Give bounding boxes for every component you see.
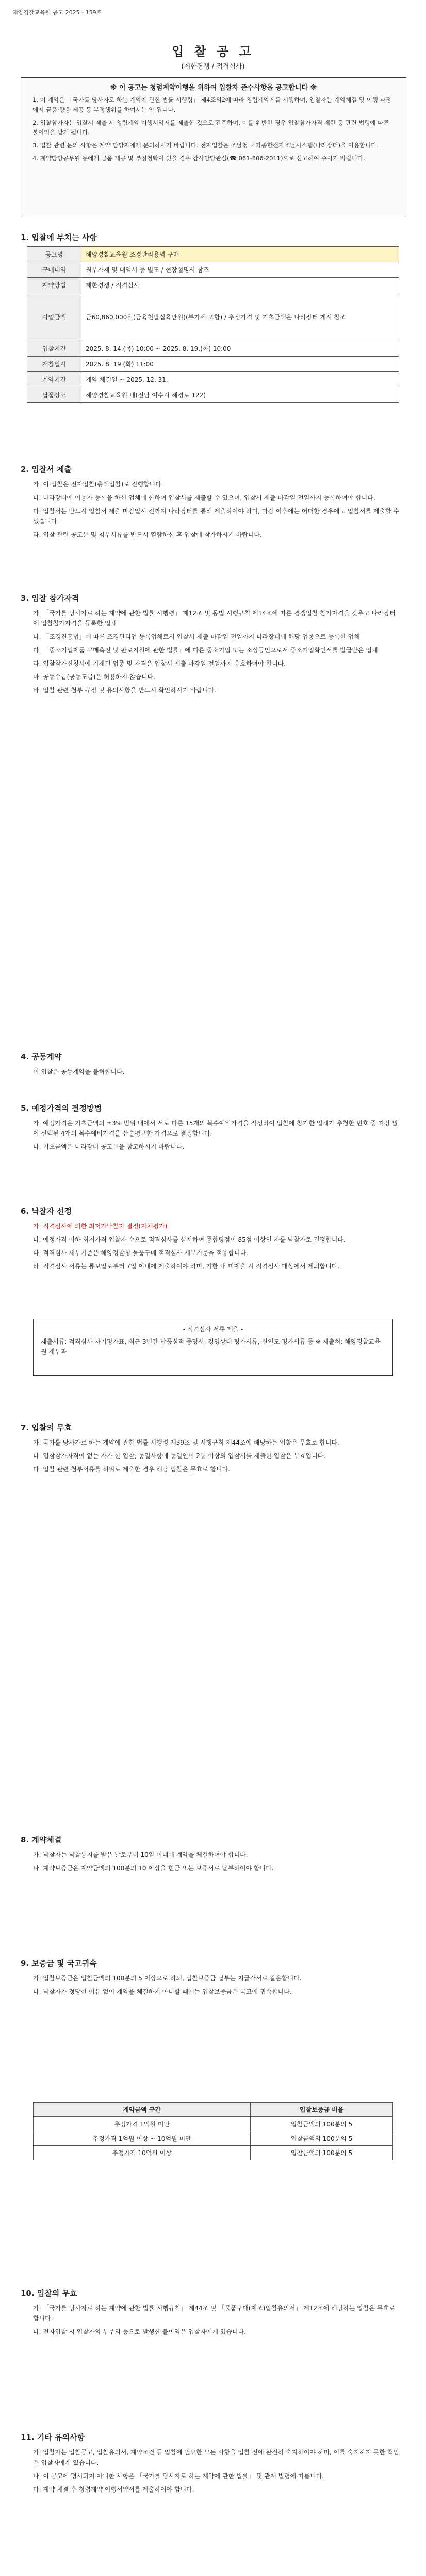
section-7-body (33, 1437, 401, 1478)
list-item: 나. 나라장터에 이용자 등록을 하신 업체에 한하여 입찰서를 제출할 수 있으며, 입찰서 제출 마감일 전일까지 등록하여야 합니다. (33, 494, 375, 501)
section-10-body (33, 2303, 401, 2340)
integrity-notice-item: 3. 입찰 관련 문의 사항은 계약 담당자에게 문의하시기 바랍니다. 전자입찰은 조달청 국가종합전자조달시스템(나라장터)을 이용합니다. (32, 142, 379, 149)
section-7-heading: 7. 입찰의 무효 (21, 1423, 72, 1432)
section-1-heading: 1. 입찰에 부치는 사항 (21, 233, 97, 242)
list-item: 가. 「국가를 당사자로 하는 계약에 관한 법률 시행령」 제12조 및 동법 시행규칙 제14조에 따른 경쟁입찰 참가자격을 갖추고 나라장터에 입찰참가자격을 등록한 업체 (33, 609, 396, 627)
list-item: 라. 입찰참가신청서에 기재된 업종 및 자격은 입찰서 제출 마감일 전일까지 유효하여야 합니다. (33, 660, 286, 667)
integrity-notice-box (21, 77, 406, 217)
row-value: 2025. 8. 19.(화) 11:00 (81, 357, 399, 372)
list-item: 다. 계약 체결 후 청렴계약 이행서약서를 제출하여야 합니다. (33, 2486, 194, 2493)
row-label: 개찰일시 (27, 357, 81, 372)
list-item: 다. 「중소기업제품 구매촉진 및 판로지원에 관한 법률」에 따른 중소기업 또는 소상공인으로서 중소기업확인서를 발급받은 업체 (33, 647, 378, 654)
page-subtitle: (제한경쟁 / 적격심사) (181, 63, 245, 71)
section-6-heading: 6. 낙찰자 선정 (21, 1207, 72, 1216)
list-item: 가. 이 입찰은 전자입찰(총액입찰)로 진행합니다. (33, 481, 163, 488)
row-value: 원부자재 및 내역서 등 별도 / 현장설명서 참조 (81, 262, 399, 278)
table-row (27, 372, 399, 387)
list-item: 라. 입찰 관련 공고문 및 첨부서류를 반드시 열람하신 후 입찰에 참가하시기 바랍니다. (33, 531, 262, 538)
row-label: 계약기간 (27, 372, 81, 387)
table-header-row (34, 2103, 393, 2117)
list-item: 나. 계약보증금은 계약금액의 100분의 10 이상을 현금 또는 보증서로 납부하여야 합니다. (33, 1865, 274, 1872)
section-2-heading: 2. 입찰서 제출 (21, 465, 72, 474)
list-item: 나. 입찰참가자격이 없는 자가 한 입찰, 동일사항에 동일인이 2통 이상의 입찰서를 제출한 입찰은 무효입니다. (33, 1452, 326, 1460)
list-item: 다. 입찰서는 반드시 입찰서 제출 마감일시 전까지 나라장터를 통해 제출하여야 하며, 마감 이후에는 어떠한 경우에도 입찰서를 제출할 수 없습니다. (33, 507, 400, 525)
table-row (34, 2146, 393, 2160)
list-item: 가. 국가를 당사자로 하는 계약에 관한 법률 시행령 제39조 및 시행규칙 제44조에 해당하는 입찰은 무효로 합니다. (33, 1439, 339, 1446)
list-item: 가. 「국가를 당사자로 하는 계약에 관한 법률 시행규칙」 제44조 및 「물품구매(제조)입찰유의서」 제12조에 해당하는 입찰은 무효로 합니다. (33, 2304, 395, 2322)
table-row (27, 357, 399, 372)
page-title: 입 찰 공 고 (172, 44, 254, 59)
row-value: 금60,860,000원(금육천팔십육만원)(부가세 포함) / 추정가격 및 기초금액은 나라장터 게시 참조 (81, 293, 399, 341)
section-4-body (33, 1066, 401, 1080)
integrity-notice-item: 2. 입찰참가자는 입찰서 제출 시 청렴계약 이행서약서를 제출한 것으로 간주하며, 이를 위반한 경우 입찰참가자격 제한 등 관련 법령에 따른 불이익을 받게 됩니다. (32, 119, 389, 136)
list-item: 나. 「조경진흥법」에 따른 조경관리업 등록업체로서 입찰서 제출 마감일 전일까지 나라장터에 해당 업종으로 등록한 업체 (33, 633, 360, 640)
list-item: 라. 적격심사 서류는 통보일로부터 7일 이내에 제출하여야 하며, 기한 내 미제출 시 적격심사 대상에서 제외합니다. (33, 1263, 340, 1270)
list-item: 다. 적격심사 세부기준은 해양경찰청 물품구매 적격심사 세부기준을 적용합니다. (33, 1249, 248, 1257)
column-header: 입찰보증금 비율 (251, 2103, 393, 2117)
row-label: 공고명 (27, 247, 81, 262)
deposit-table (33, 2102, 393, 2160)
table-cell: 입찰금액의 100분의 5 (251, 2117, 393, 2131)
section-8-heading: 8. 계약체결 (21, 1835, 62, 1844)
list-item: 마. 공동수급(공동도급)은 허용하지 않습니다. (33, 673, 156, 681)
row-value: 2025. 8. 14.(목) 10:00 ~ 2025. 8. 19.(화) 10:00 (81, 341, 399, 357)
list-item: 가. 입찰보증금은 입찰금액의 100분의 5 이상으로 하되, 입찰보증금 납부는 지급각서로 갈음합니다. (33, 1975, 302, 1982)
list-item: 나. 예정가격 이하 최저가격 입찰자 순으로 적격심사를 실시하여 종합평점이 85점 이상인 자를 낙찰자로 결정합니다. (33, 1236, 346, 1243)
table-row (34, 2117, 393, 2131)
table-cell: 추정가격 10억원 이상 (34, 2146, 251, 2160)
row-value: 제한경쟁 / 적격심사 (81, 278, 399, 293)
list-item: 가. 입찰자는 입찰공고, 입찰유의서, 계약조건 등 입찰에 필요한 모든 사항을 입찰 전에 완전히 숙지하여야 하며, 이를 숙지하지 못한 책임은 입찰자에게 있습니다. (33, 2449, 399, 2466)
bid-info-table (27, 246, 399, 403)
row-label: 사업금액 (27, 293, 81, 341)
list-item: 가. 예정가격은 기초금액의 ±3% 범위 내에서 서로 다른 15개의 복수예비가격을 작성하여 입찰에 참가한 업체가 추첨한 번호 중 가장 많이 선택된 4개의 복수예비가격을 산술평균한 가격으로 결정합니다. (33, 1120, 399, 1137)
row-value: 해양경찰교육원 조경관리용역 구매 (81, 247, 399, 262)
section-4-heading: 4. 공동계약 (21, 1052, 62, 1061)
list-item: 이 입찰은 공동계약을 불허합니다. (33, 1068, 125, 1075)
integrity-notice-heading: ※ 이 공고는 청렴계약이행을 위하여 입찰자 준수사항을 공고합니다 ※ (110, 84, 317, 92)
list-item: 나. 낙찰자가 정당한 이유 없이 계약을 체결하지 아니할 때에는 입찰보증금은 국고에 귀속합니다. (33, 1988, 292, 1995)
screening-docs-box (33, 1319, 393, 1376)
table-row (34, 2131, 393, 2146)
list-item: 나. 이 공고에 명시되지 아니한 사항은 「국가를 당사자로 하는 계약에 관한 법률」 및 관계 법령에 따릅니다. (33, 2472, 324, 2480)
table-cell: 추정가격 1억원 미만 (34, 2117, 251, 2131)
table-row (27, 262, 399, 278)
section-6-body (33, 1221, 401, 1275)
screening-box-title: - 적격심사 서류 제출 - (183, 1326, 243, 1333)
list-item: 나. 전자입찰 시 입찰자의 부주의 등으로 발생한 불이익은 입찰자에게 있습니다. (33, 2328, 246, 2335)
list-item: 바. 입찰 관련 첨부 규정 및 유의사항을 반드시 확인하시기 바랍니다. (33, 687, 216, 694)
list-item: 다. 입찰 관련 첨부서류를 허위로 제출한 경우 해당 입찰은 무효로 합니다. (33, 1466, 230, 1473)
section-10-heading: 10. 입찰의 무효 (21, 2289, 77, 2298)
row-value: 계약 체결일 ~ 2025. 12. 31. (81, 372, 399, 387)
table-row (27, 278, 399, 293)
integrity-notice-item: 4. 계약담당공무원 등에게 금품 제공 및 부정청탁이 있을 경우 감사담당관실(☎ 061-806-2011)으로 신고하여 주시기 바랍니다. (32, 155, 365, 162)
column-header: 계약금액 구간 (34, 2103, 251, 2117)
section-3-heading: 3. 입찰 참가자격 (21, 594, 79, 603)
table-row (27, 341, 399, 357)
table-row (27, 293, 399, 341)
row-value: 해양경찰교육원 내(전남 여수시 해경로 122) (81, 387, 399, 403)
section-8-body (33, 1850, 401, 1876)
section-5-body (33, 1118, 401, 1155)
screening-box-text: 제출서류: 적격심사 자기평가표, 최근 3년간 납품실적 증명서, 경영상태 평가서류, 신인도 평가서류 등 ※ 제출처: 해양경찰교육원 재무과 (41, 1338, 381, 1355)
section-2-body (33, 479, 401, 543)
integrity-notice-item: 1. 이 계약은 「국가를 당사자로 하는 계약에 관한 법률 시행령」 제4조의2에 따라 청렴계약제를 시행하며, 입찰자는 계약체결 및 이행 과정에서 금품·향응 제공 등 부정행위를 하여서는 안 됩니다. (32, 96, 391, 113)
list-item: 가. 적격심사에 의한 최저가낙찰자 결정(자체평가) (33, 1223, 168, 1230)
table-row (27, 247, 399, 262)
table-cell: 입찰금액의 100분의 5 (251, 2131, 393, 2146)
integrity-notice-list (32, 95, 395, 166)
doc-code: 해양경찰교육원 공고 2025 - 159호 (12, 9, 102, 16)
section-5-heading: 5. 예정가격의 결정방법 (21, 1104, 102, 1113)
table-cell: 추정가격 1억원 이상 ~ 10억원 미만 (34, 2131, 251, 2146)
section-9-heading: 9. 보증금 및 국고귀속 (21, 1959, 97, 1968)
row-label: 입찰기간 (27, 341, 81, 357)
table-row (27, 387, 399, 403)
section-11-heading: 11. 기타 유의사항 (21, 2433, 85, 2442)
list-item: 나. 기초금액은 나라장터 공고문을 참고하시기 바랍니다. (33, 1143, 185, 1150)
section-11-body (33, 2447, 401, 2498)
list-item: 가. 낙찰자는 낙찰통지를 받은 날로부터 10일 이내에 계약을 체결하여야 합니다. (33, 1851, 248, 1858)
section-9-body (33, 1973, 401, 2000)
row-label: 계약방법 (27, 278, 81, 293)
section-3-body (33, 608, 401, 699)
row-label: 구매내역 (27, 262, 81, 278)
table-cell: 입찰금액의 100분의 5 (251, 2146, 393, 2160)
row-label: 납품장소 (27, 387, 81, 403)
